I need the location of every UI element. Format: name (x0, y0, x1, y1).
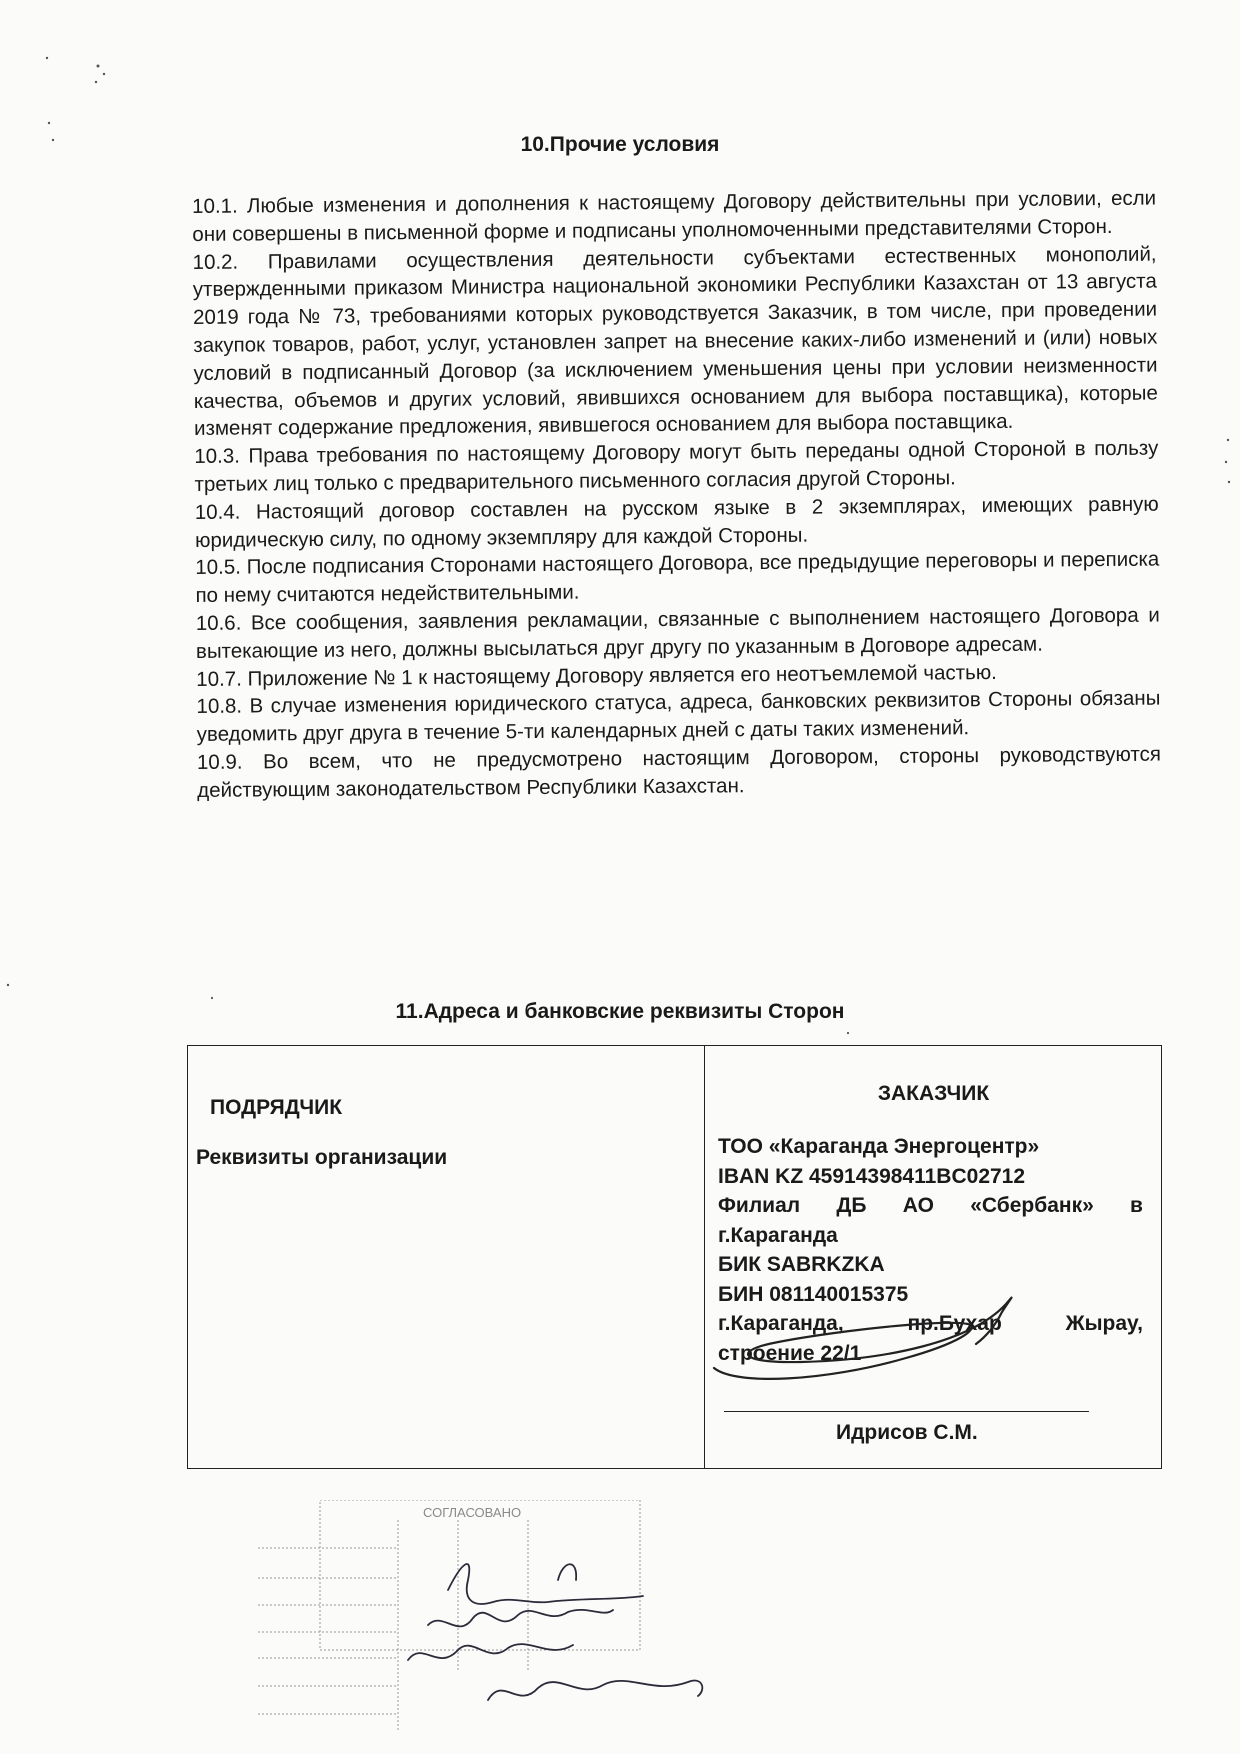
customer-name: ТОО «Караганда Энергоцентр» (718, 1135, 1040, 1158)
requisites-table (187, 1045, 1162, 1469)
address-word: Жырау, (1065, 1312, 1143, 1335)
address-word: г.Караганда, (718, 1312, 844, 1335)
customer-requisites (718, 1132, 1143, 1368)
bank-word: «Сбербанк» (970, 1194, 1094, 1217)
clause-10-1: 10.1. Любые изменения и дополнения к настоящему Договору действительны при условии, если они совершены в письменной форме и подписаны уполномоченными представителями Сторон. (192, 186, 1157, 246)
customer-address-building: строение 22/1 (718, 1341, 862, 1365)
bank-word: Филиал (718, 1194, 801, 1217)
customer-bank-city: г.Караганда (718, 1223, 838, 1247)
signer-name: Идрисов С.М. (836, 1421, 978, 1444)
clause-10-7: 10.7. Приложение № 1 к настоящему Договору является его неотъемлемой частью. (196, 660, 997, 691)
clause-10-2: 10.2. Правилами осуществления деятельности субъектами естественных монополий, утвержденными приказом Министра национальной экономики Республики Казахстан от 13 августа 2019 года № 73, требованиями которых руководствуется Заказчик, в том числе, при проведении закупок товаров, работ, услуг, установлен запрет на внесение каких-либо изменений и (или) новых условий в подписанный Договор (за исключением уменьшения цены при условии неизменности качества, объемов и других условий, явившихся основанием для выбора поставщика), которые изменят содержание предложения, явившегося основанием для выбора поставщика. (192, 242, 1158, 441)
approval-stamp-header: СОГЛАСОВАНО (423, 1505, 522, 1520)
customer-iban: IBAN KZ 45914398411BC02712 (718, 1164, 1026, 1188)
clause-10-9: 10.9. Во всем, что не предусмотрено настоящим Договором, стороны руководствуются действующим законодательством Республики Казахстан. (196, 742, 1162, 802)
contractor-cell (188, 1046, 704, 1468)
customer-title: ЗАКАЗЧИК (877, 1082, 990, 1105)
clause-10-3: 10.3. Права требования по настоящему Договору могут быть переданы одной Стороной в пользу третьих лиц только с предварительного письменного согласия другой Стороны. (194, 436, 1159, 496)
customer-bank-line (718, 1191, 1143, 1221)
bank-word: ДБ (836, 1194, 867, 1217)
bank-word: в (1130, 1194, 1143, 1217)
customer-bin: БИН 081140015375 (718, 1282, 909, 1306)
section-11-title: 11.Адреса и банковские реквизиты Сторон (395, 1000, 845, 1023)
table-divider (704, 1046, 705, 1468)
address-word: пр.Бухар (907, 1312, 1002, 1335)
section-10-title: 10.Прочие условия (520, 133, 720, 156)
customer-cell (706, 1046, 1161, 1468)
contractor-title: ПОДРЯДЧИК (210, 1096, 343, 1119)
clause-10-8: 10.8. В случае изменения юридического статуса, адреса, банковских реквизитов Стороны обязаны уведомить друг друга в течение 5-ти календарных дней с даты таких изменений. (196, 686, 1161, 747)
clause-10-4: 10.4. Настоящий договор составлен на русском языке в 2 экземплярах, имеющих равную юридическую силу, по одному экземпляру для каждой Стороны. (194, 492, 1159, 552)
signature-line (724, 1411, 1089, 1412)
clause-10-6: 10.6. Все сообщения, заявления рекламации, связанные с выполнением настоящего Договора и вытекающие из него, должны высылаться друг другу по указанным в Договоре адресам. (195, 603, 1160, 663)
clause-10-5: 10.5. После подписания Сторонами настоящего Договора, все предыдущие переговоры и переписка по нему считаются недействительными. (195, 547, 1160, 608)
approval-stamp (258, 1500, 708, 1750)
bank-word: АО (902, 1194, 934, 1217)
customer-address-line (718, 1309, 1143, 1339)
contractor-details-label: Реквизиты организации (196, 1146, 448, 1169)
section-10-clauses (192, 185, 1161, 805)
customer-bik: БИК SABRKZKA (718, 1253, 885, 1276)
